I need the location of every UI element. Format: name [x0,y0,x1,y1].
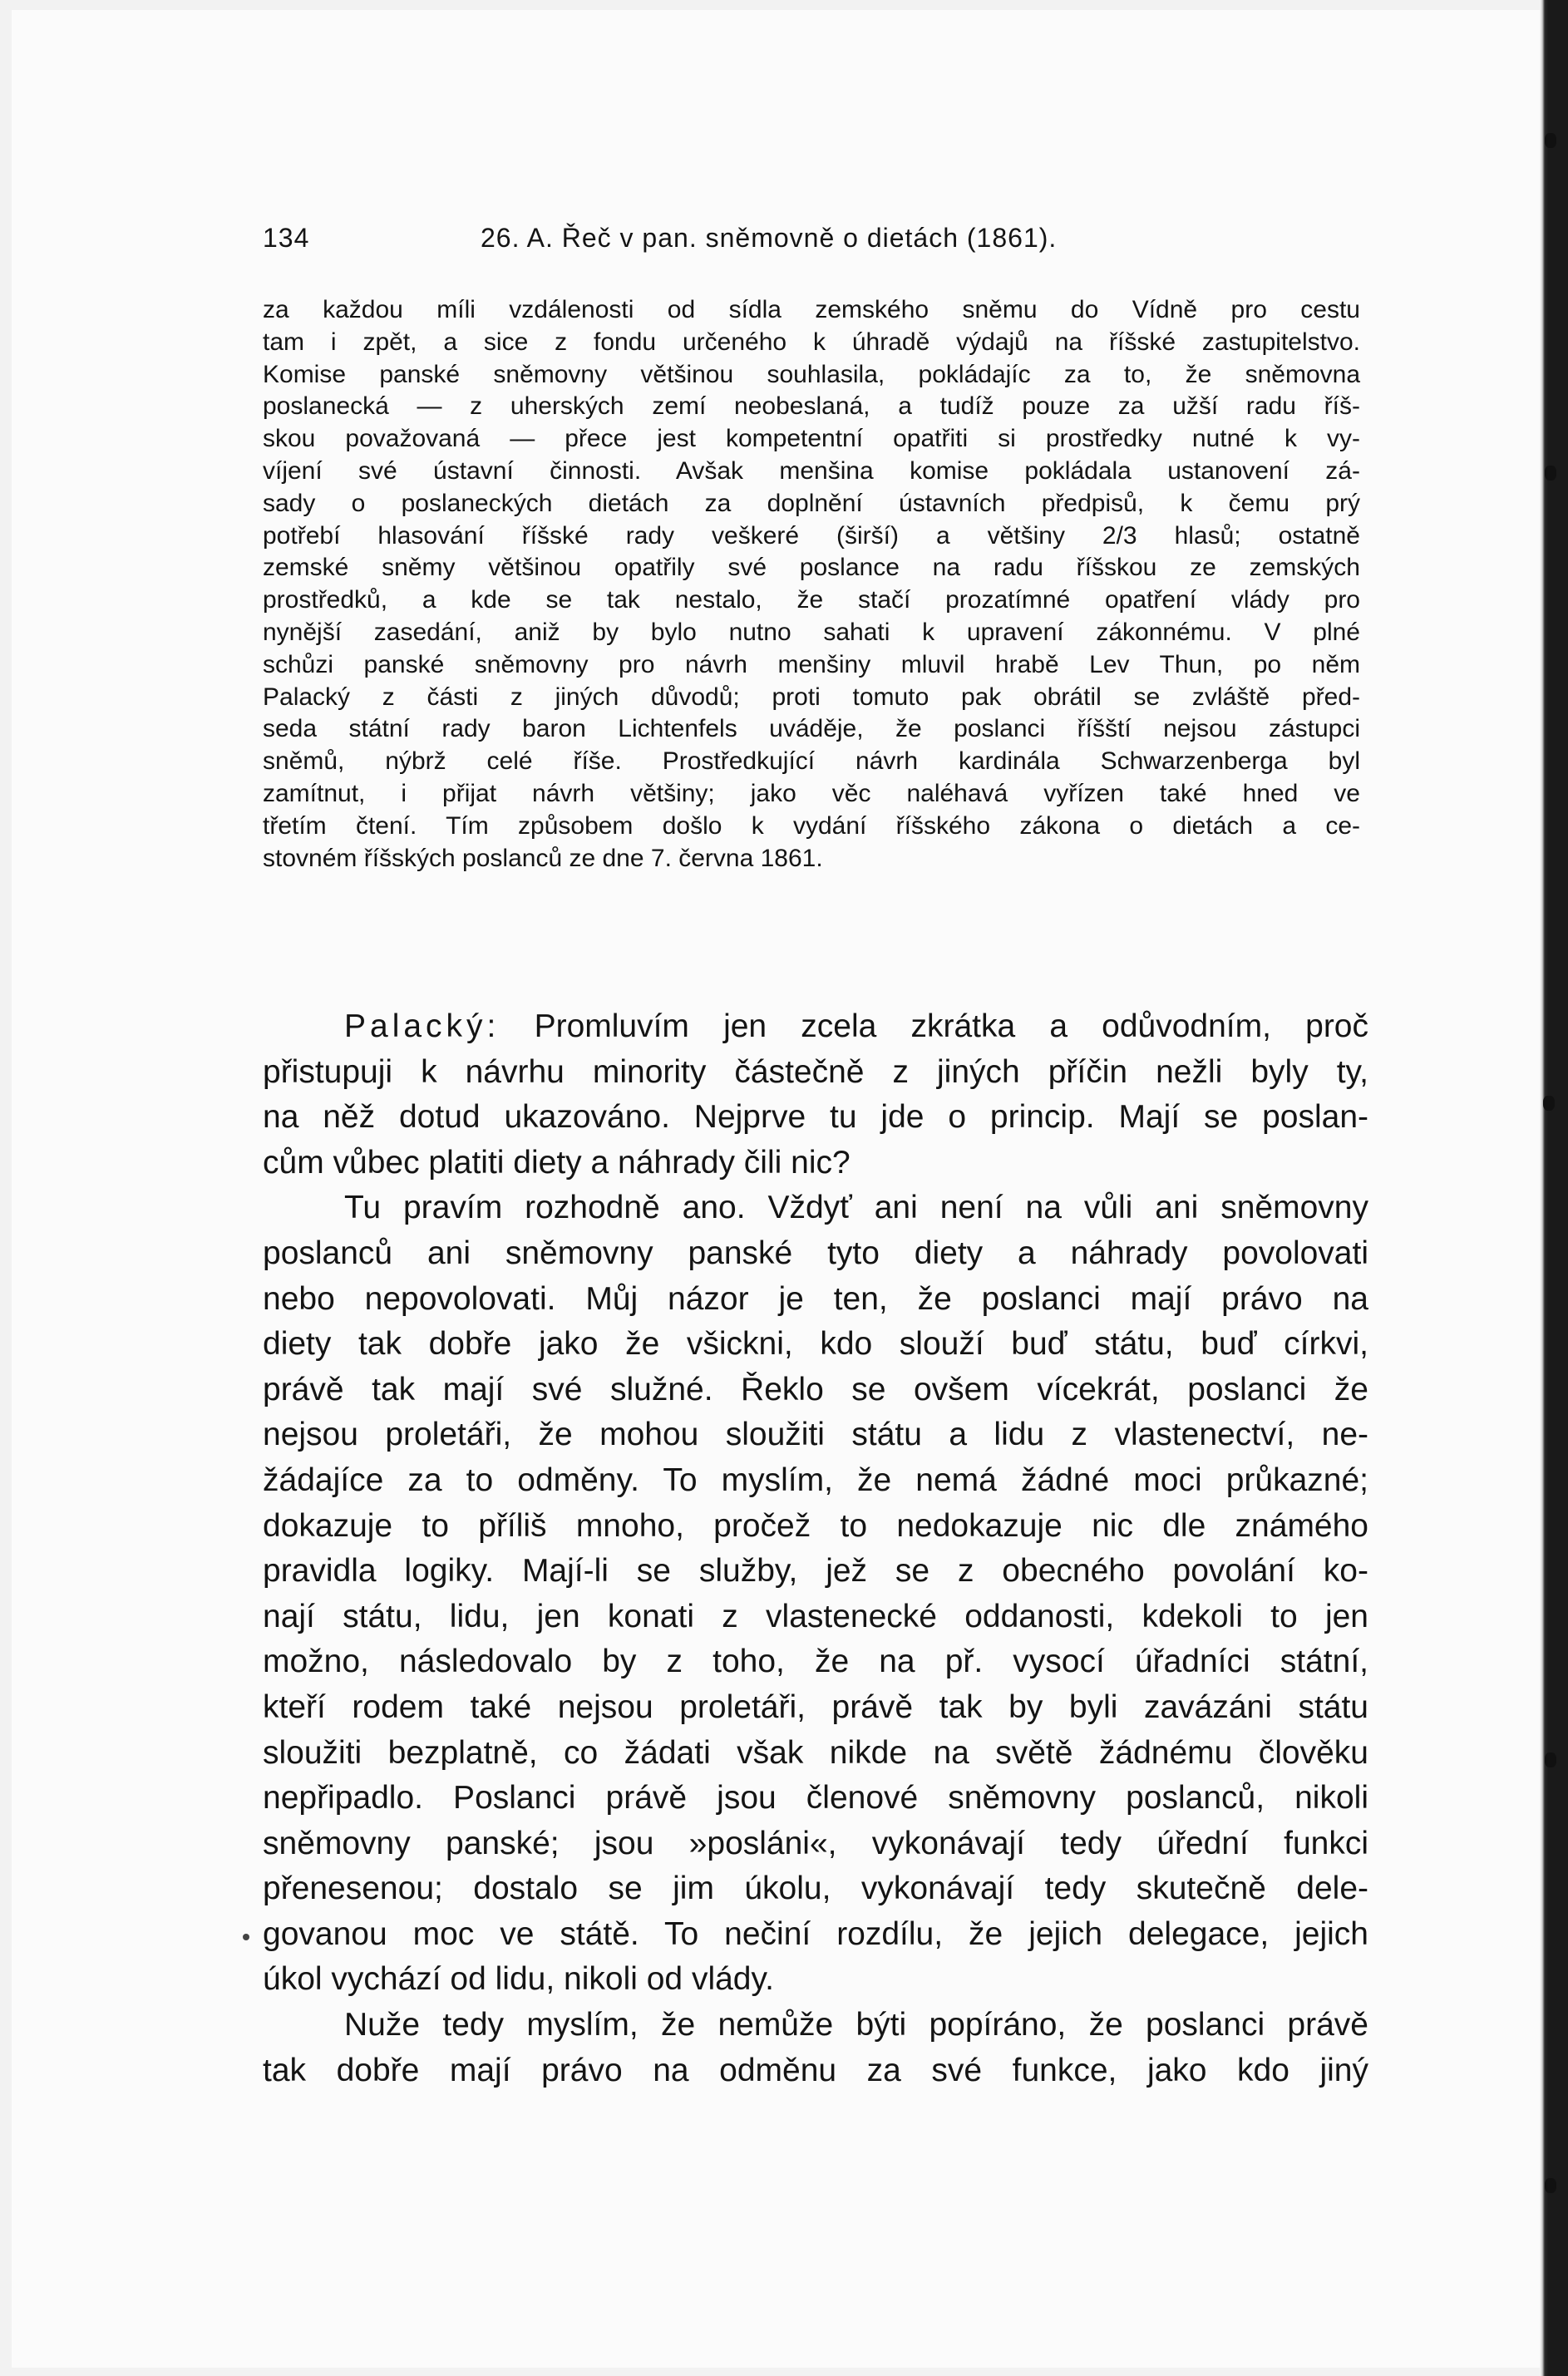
speech-line: Tu pravím rozhodně ano. Vždyť ani není na vůli ani sněmovny [344,1190,1368,1226]
speech-line: na něž dotud ukazováno. Nejprve tu jde o princip. Mají se poslan- [263,1099,1368,1136]
note-line: třetím čtení. Tím způsobem došlo k vydání říšského zákona o dietách a ce- [263,811,1360,840]
speech-line: kteří rodem také nejsou proletáři, právě tak by byli zavázáni státu [263,1688,1368,1725]
note-line: skou považovaná — přece jest kompetentní opatřiti si prostředky nutné k vy- [263,425,1360,453]
note-line: zemské sněmy většinou opatřily své poslance na radu říšskou ze zemských [263,554,1360,582]
note-line: sady o poslaneckých dietách za doplnění ústavních předpisů, k čemu prý [263,489,1360,517]
note-line: zamítnut, i přijat návrh většiny; jako věc naléhavá vyřízen také hned ve [263,779,1360,807]
page-number: 134 [263,223,310,253]
note-line: za každou míli vzdálenosti od sídla zemského sněmu do Vídně pro cestu [263,296,1360,323]
scan-mark [1545,133,1556,148]
speech-line: nejsou proletáři, že mohou sloužiti státu a lidu z vlastenectví, ne- [263,1417,1368,1453]
running-header [263,223,1335,256]
speech-line: tak dobře mají právo na odměnu za své funkce, jako kdo jiný [263,2052,1368,2088]
speech-line: Nuže tedy myslím, že nemůže býti popíráno, že poslanci právě [344,2007,1368,2043]
speech-line: úkol vychází od lidu, nikoli od vlády. [263,1961,774,1998]
paragraph [263,2003,1368,2093]
speech-line: dokazuje to příliš mnoho, pročež to nedokazuje nic dle známého [263,1507,1368,1544]
speaker-name: Palacký: [344,1008,500,1044]
note-line: schůzi panské sněmovny pro návrh menšiny mluvil hrabě Lev Thun, po něm [263,650,1360,678]
speech-line: Palacký: Promluvím jen zcela zkrátka a odůvodním, proč [344,1008,1368,1044]
note-line: sněmů, nýbrž celé říše. Prostředkující návrh kardinála Schwarzenberga byl [263,747,1360,776]
note-line: prostředků, a kde se tak nestalo, že stačí prozatímné opatření vlády pro [263,586,1360,614]
speech-line: možno, následovalo by z toho, že na př. vysocí úřadníci státní, [263,1644,1368,1680]
speech-line: právě tak mají své služné. Řeklo se ovšem vícekrát, poslanci že [263,1371,1368,1407]
speech-line: sloužiti bezplatně, co žádati však nikde na světě žádnému člověku [263,1734,1368,1771]
note-line: nynější zasedání, aniž by bylo nutno sahati k upravení zákonnému. V plné [263,618,1360,646]
speech-line: govanou moc ve státě. To nečiní rozdílu, že jejich delegace, jejich [263,1915,1368,1952]
speech-line: přistupuji k návrhu minority částečně z jiných příčin nežli byly ty, [263,1053,1368,1090]
scan-mark [1545,2178,1556,2193]
speech-line: pravidla logiky. Mají-li se služby, jež se z obecného povolání ko- [263,1553,1368,1590]
speech-line: diety tak dobře jako že všickni, kdo slouží buď státu, buď církvi, [263,1326,1368,1363]
note-line: tam i zpět, a sice z fondu určeného k úhradě výdajů na říšské zastupitelstvo. [263,328,1360,356]
paragraph [263,1004,1368,1186]
scan-mark [1545,466,1556,481]
note-line: stovném říšských poslanců ze dne 7. června 1861. [263,844,823,872]
note-line: seda státní rady baron Lichtenfels uváděje, že poslanci říšští nejsou zástupci [263,715,1360,743]
speech-line: nebo nepovolovati. Můj názor je ten, že poslanci mají právo na [263,1280,1368,1317]
note-line: poslanecká — z uherských zemí neobeslaná, a tudíž pouze za užší radu říš- [263,392,1360,421]
note-line: Komise panské sněmovny většinou souhlasila, pokládajíc za to, že sněmovna [263,360,1360,388]
speech-line: žádajíce za to odměny. To myslím, že nemá žádné moci průkazné; [263,1462,1368,1498]
paragraph [263,1186,1368,2003]
note-line: víjení své ústavní činnosti. Avšak menšina komise pokládala ustanovení zá- [263,456,1360,485]
speech-line: poslanců ani sněmovny panské tyto diety a náhrady povolovati [263,1235,1368,1271]
speech-line: cům vůbec platiti diety a náhrady čili nic? [263,1144,851,1181]
note-line: Palacký z části z jiných důvodů; proti tomuto pak obrátil se zvláště před- [263,683,1360,711]
speech-text [263,1004,1368,2093]
speech-line: přenesenou; dostalo se jim úkolu, vykonávají tedy skutečně dele- [263,1871,1368,1907]
speech-line: sněmovny panské; jsou »posláni«, vykonávají tedy úřední funkci [263,1825,1368,1861]
note-line: potřebí hlasování říšské rady veškeré (širší) a většiny 2/3 hlasů; ostatně [263,521,1360,550]
scan-mark [1545,1752,1556,1767]
chapter-title: 26. A. Řeč v pan. sněmovně o dietách (1861). [481,223,1058,253]
scan-mark [1543,1096,1555,1111]
speech-line: nepřipadlo. Poslanci právě jsou členové sněmovny poslanců, nikoli [263,1780,1368,1817]
scan-edge [1540,0,1568,2376]
editorial-note [263,294,1360,875]
print-speck [243,1934,249,1940]
speech-line: nají státu, lidu, jen konati z vlastenecké oddanosti, kdekoli to jen [263,1598,1368,1634]
